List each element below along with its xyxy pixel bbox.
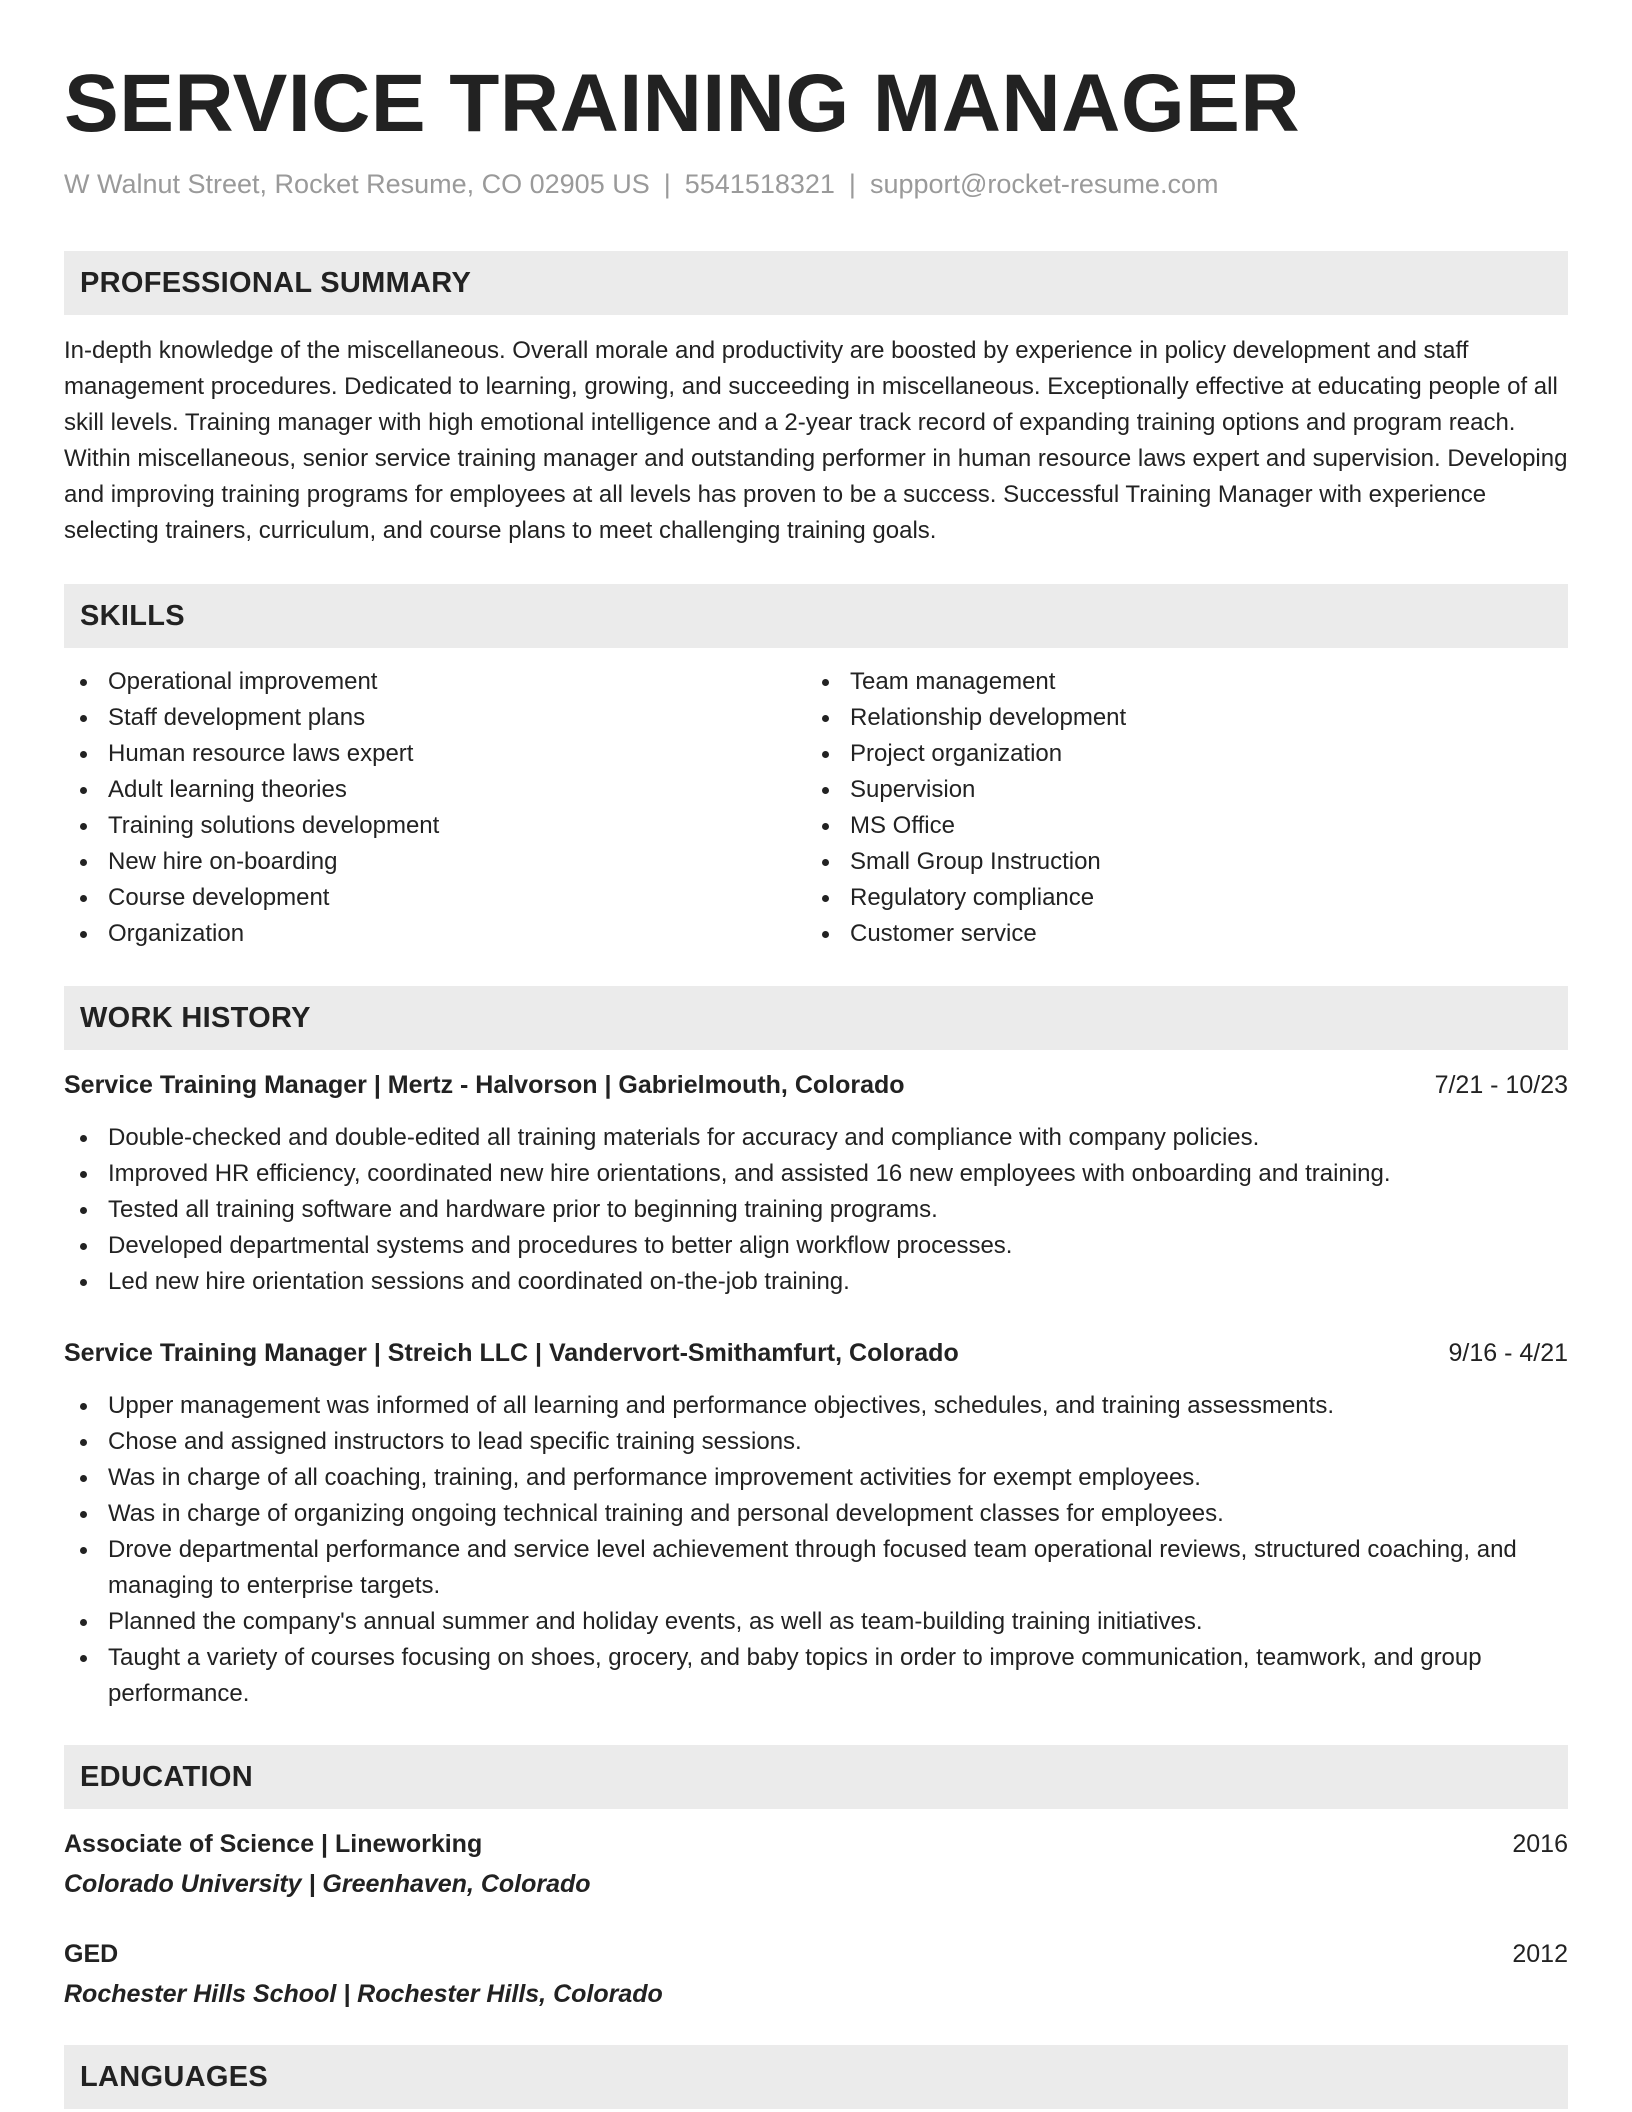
skill-item: Customer service	[806, 916, 1126, 952]
skill-item: Staff development plans	[64, 700, 439, 736]
job-dates: 9/16 - 4/21	[1448, 1339, 1568, 1367]
skill-item: Regulatory compliance	[806, 880, 1126, 916]
job-bullet: Taught a variety of courses focusing on shoes, grocery, and baby topics in order to improve communication, teamwork, and group performance.	[64, 1640, 1568, 1712]
job-header	[64, 1335, 1568, 1371]
contact-email: support@rocket-resume.com	[869, 169, 1219, 199]
skill-item: Human resource laws expert	[64, 736, 439, 772]
education-entry-header	[64, 1936, 1568, 1972]
contact-address: W Walnut Street, Rocket Resume, CO 02905 US	[64, 169, 650, 199]
job-bullet: Developed departmental systems and procedures to better align workflow processes.	[64, 1228, 1568, 1264]
job-bullets	[64, 1120, 1568, 1300]
languages-heading: LANGUAGES	[80, 2061, 268, 2093]
skills-column-left	[64, 664, 439, 952]
job-bullets	[64, 1388, 1568, 1712]
contact-line	[64, 166, 1218, 202]
contact-phone: 5541518321	[684, 169, 835, 199]
education-school: Colorado University | Greenhaven, Colorado	[64, 1870, 591, 1898]
job-title: Service Training Manager | Mertz - Halvorson | Gabrielmouth, Colorado	[64, 1071, 905, 1099]
summary-section-header	[64, 251, 1568, 315]
skill-item: Organization	[64, 916, 439, 952]
work-section-header	[64, 986, 1568, 1050]
skill-item: Supervision	[806, 772, 1126, 808]
skill-item: Team management	[806, 664, 1126, 700]
skill-item: New hire on-boarding	[64, 844, 439, 880]
job-bullet: Drove departmental performance and service level achievement through focused team operational reviews, structured coaching, and managing to enterprise targets.	[64, 1532, 1568, 1604]
job-bullet: Chose and assigned instructors to lead specific training sessions.	[64, 1424, 1568, 1460]
job-bullet: Led new hire orientation sessions and coordinated on-the-job training.	[64, 1264, 1568, 1300]
skill-item: Course development	[64, 880, 439, 916]
skill-item: Adult learning theories	[64, 772, 439, 808]
skills-heading: SKILLS	[80, 600, 185, 632]
job-bullet: Was in charge of all coaching, training, and performance improvement activities for exempt employees.	[64, 1460, 1568, 1496]
job-bullet: Tested all training software and hardware prior to beginning training programs.	[64, 1192, 1568, 1228]
job-bullet: Planned the company's annual summer and holiday events, as well as team-building training initiatives.	[64, 1604, 1568, 1640]
skill-item: Small Group Instruction	[806, 844, 1126, 880]
job-title: Service Training Manager | Streich LLC | Vandervort-Smithamfurt, Colorado	[64, 1339, 959, 1367]
summary-text: In-depth knowledge of the miscellaneous. Overall morale and productivity are boosted by experience in policy development and staff management procedures. Dedicated to learning, growing, and succeeding in miscellaneous. Exceptionally effective at educating people of all skill levels. Training manager with high emotional intelligence and a 2-year track record of expanding training options and program reach. Within miscellaneous, senior service training manager and outstanding performer in human resource laws expert and supervision. Developing and improving training programs for employees at all levels has proven to be a success. Successful Training Manager with experience selecting trainers, curriculum, and course plans to meet challenging training goals.	[64, 337, 1568, 544]
job-bullet: Was in charge of organizing ongoing technical training and personal development classes for employees.	[64, 1496, 1568, 1532]
languages-section-header	[64, 2045, 1568, 2109]
education-degree: GED	[64, 1940, 119, 1968]
education-year: 2016	[1512, 1830, 1568, 1858]
education-entry-header	[64, 1826, 1568, 1862]
resume-name: SERVICE TRAINING MANAGER	[64, 58, 1301, 149]
education-degree: Associate of Science | Lineworking	[64, 1830, 483, 1858]
job-header	[64, 1067, 1568, 1103]
job-dates: 7/21 - 10/23	[1434, 1071, 1568, 1099]
skill-item: Operational improvement	[64, 664, 439, 700]
education-heading: EDUCATION	[80, 1761, 253, 1793]
education-school: Rochester Hills School | Rochester Hills, Colorado	[64, 1980, 663, 2008]
skills-section-header	[64, 584, 1568, 648]
education-year: 2012	[1512, 1940, 1568, 1968]
skill-item: Relationship development	[806, 700, 1126, 736]
job-bullet: Upper management was informed of all learning and performance objectives, schedules, and training assessments.	[64, 1388, 1568, 1424]
contact-separator: |	[848, 169, 856, 199]
summary-heading: PROFESSIONAL SUMMARY	[80, 267, 472, 299]
job-bullet: Double-checked and double-edited all training materials for accuracy and compliance with company policies.	[64, 1120, 1568, 1156]
education-section-header	[64, 1745, 1568, 1809]
job-bullet: Improved HR efficiency, coordinated new hire orientations, and assisted 16 new employees with onboarding and training.	[64, 1156, 1568, 1192]
contact-separator: |	[663, 169, 671, 199]
skill-item: Project organization	[806, 736, 1126, 772]
work-heading: WORK HISTORY	[80, 1002, 311, 1034]
skill-item: MS Office	[806, 808, 1126, 844]
skill-item: Training solutions development	[64, 808, 439, 844]
skills-column-right	[806, 664, 1126, 952]
